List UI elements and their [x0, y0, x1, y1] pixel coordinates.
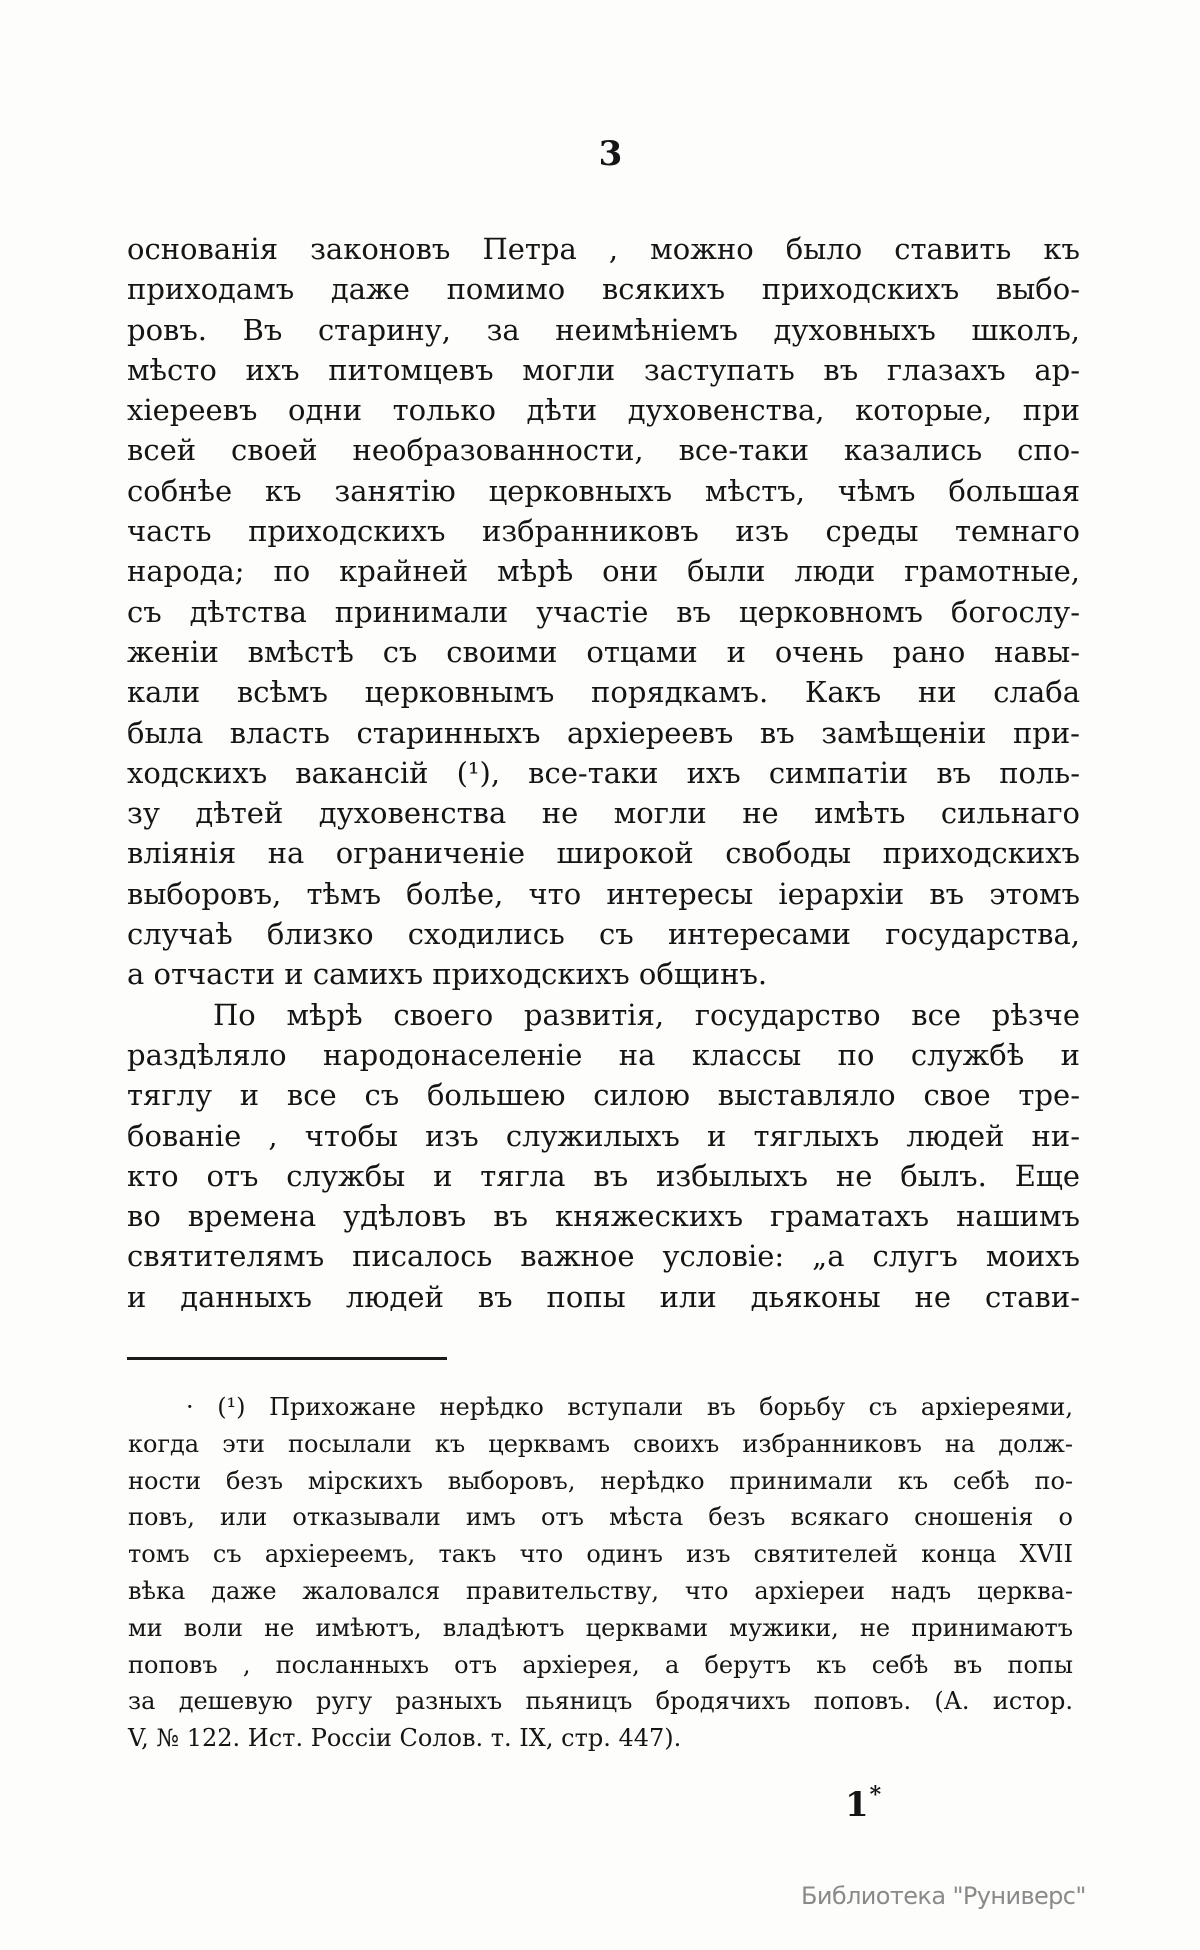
- text-line: собнѣе къ занятію церковныхъ мѣстъ, чѣмъ большая: [127, 473, 1080, 508]
- page-number: 3: [598, 134, 624, 174]
- text-line: основанія законовъ Петра , можно было ставить къ: [127, 232, 1080, 266]
- text-line: зу дѣтей духовенства не могли не имѣть сильнаго: [127, 796, 1080, 831]
- text-line: святителямъ писалось важное условіе: „а слугъ моихъ: [127, 1239, 1080, 1274]
- text-line: тяглу и все съ большею силою выставляло свое тре-: [127, 1078, 1080, 1113]
- footnote-separator-rule: [127, 1357, 447, 1360]
- paragraph-start-line: По мѣрѣ своего развитія, государство все рѣзче: [213, 997, 1080, 1032]
- text-line: женіи вмѣстѣ съ своими отцами и очень рано навы-: [127, 634, 1080, 669]
- text-line: мѣсто ихъ питомцевъ могли заступать въ глазахъ ар-: [127, 352, 1080, 387]
- text-line: съ дѣтства принимали участіе въ церковномъ богослу-: [127, 594, 1080, 629]
- text-line: кали всѣмъ церковнымъ порядкамъ. Какъ ни слаба: [127, 675, 1080, 710]
- footnote-end-line: V, № 122. Ист. Россіи Солов. т. IX, стр. 447).: [128, 1724, 682, 1753]
- footnote-line: вѣка даже жаловался правительству, что архіереи надъ церква-: [128, 1576, 1073, 1605]
- signature-star: *: [869, 1782, 882, 1808]
- text-line: во времена удѣловъ въ княжескихъ граматахъ нашимъ: [127, 1199, 1080, 1234]
- body-text: [127, 229, 1080, 1317]
- text-line: выборовъ, тѣмъ болѣе, что интересы іерархіи въ этомъ: [127, 876, 1080, 911]
- text-line: часть приходскихъ избранниковъ изъ среды темнаго: [127, 514, 1080, 549]
- footnote-line: томъ съ архіереемъ, такъ что одинъ изъ святителей конца XVII: [128, 1540, 1073, 1569]
- text-line: и данныхъ людей въ попы или дьяконы не стави-: [127, 1279, 1080, 1314]
- text-line: раздѣляло народонаселеніе на классы по службѣ и: [127, 1037, 1080, 1072]
- footnote-line: за дешевую ругу разныхъ пьяницъ бродячихъ поповъ. (А. истор.: [128, 1687, 1073, 1716]
- text-line: хіереевъ одни только дѣти духовенства, которые, при: [127, 393, 1080, 428]
- footnote-line: повъ, или отказывали имъ отъ мѣста безъ всякаго сношенія о: [128, 1503, 1073, 1532]
- footnote-start-line: · (¹) Прихожане нерѣдко вступали въ борьбу съ архіереями,: [186, 1393, 1073, 1421]
- footnote-line: ности безъ мірскихъ выборовъ, нерѣдко принимали къ себѣ по-: [128, 1466, 1073, 1495]
- footnote-block: [128, 1389, 1073, 1757]
- signature-number: 1: [845, 1785, 869, 1825]
- text-line: бованіе , чтобы изъ служилыхъ и тяглыхъ людей ни-: [127, 1118, 1080, 1153]
- text-line: ровъ. Въ старину, за неимѣніемъ духовныхъ школъ,: [127, 312, 1080, 347]
- text-line: народа; по крайней мѣрѣ они были люди грамотные,: [127, 554, 1080, 589]
- text-line-with-footnote-ref: ходскихъ вакансій (¹), все-таки ихъ симпатіи въ поль-: [127, 755, 1080, 790]
- text-line: была власть старинныхъ архіереевъ въ замѣщеніи при-: [127, 715, 1080, 750]
- footnote-line: ми воли не имѣютъ, владѣютъ церквами мужики, не принимаютъ: [128, 1613, 1073, 1642]
- text-line: случаѣ близко сходились съ интересами государства,: [127, 917, 1080, 952]
- text-line: приходамъ даже помимо всякихъ приходскихъ выбо-: [127, 272, 1080, 307]
- footnote-line: когда эти посылали къ церквамъ своихъ избранниковъ на долж-: [128, 1429, 1073, 1458]
- paragraph-end-line: а отчасти и самихъ приходскихъ общинъ.: [127, 957, 768, 992]
- footnote-line: поповъ , посланныхъ отъ архіерея, а берутъ къ себѣ въ попы: [128, 1650, 1073, 1679]
- printers-signature-mark: [845, 1782, 881, 1825]
- library-watermark: Библиотека "Руниверс": [801, 1882, 1086, 1910]
- text-line: кто отъ службы и тягла въ избылыхъ не былъ. Еще: [127, 1158, 1080, 1193]
- text-line: вліянія на ограниченіе широкой свободы приходскихъ: [127, 836, 1080, 871]
- text-line: всей своей необразованности, все-таки казались спо-: [127, 433, 1080, 468]
